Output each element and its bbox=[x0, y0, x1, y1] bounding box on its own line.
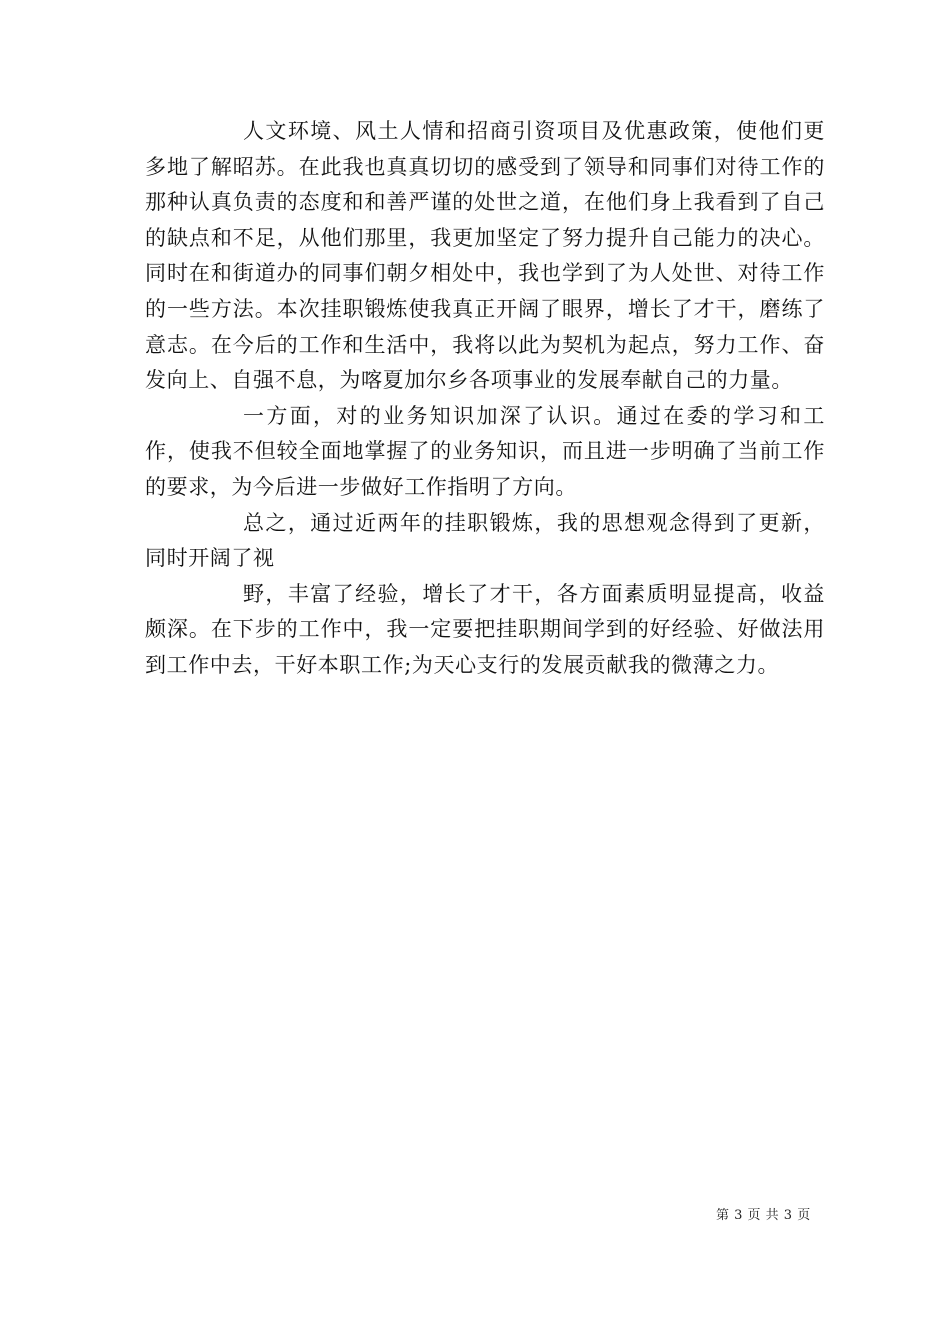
document-body bbox=[145, 114, 825, 684]
paragraph: 野，丰富了经验，增长了才干，各方面素质明显提高，收益颇深。在下步的工作中，我一定要把挂职期间学到的好经验、好做法用到工作中去，干好本职工作;为天心支行的发展贡献我的微薄之力。 bbox=[145, 581, 825, 677]
paragraph: 一方面，对的业务知识加深了认识。通过在委的学习和工作，使我不但较全面地掌握了的业务知识，而且进一步明确了当前工作的要求，为今后进一步做好工作指明了方向。 bbox=[145, 403, 825, 499]
paragraph: 总之，通过近两年的挂职锻炼，我的思想观念得到了更新，同时开阔了视 bbox=[145, 510, 825, 571]
paragraph: 人文环境、风土人情和招商引资项目及优惠政策，使他们更多地了解昭苏。在此我也真真切切的感受到了领导和同事们对待工作的那种认真负责的态度和和善严谨的处世之道，在他们身上我看到了自己的缺点和不足，从他们那里，我更加坚定了努力提升自己能力的决心。同时在和街道办的同事们朝夕相处中，我也学到了为人处世、对待工作的一些方法。本次挂职锻炼使我真正开阔了眼界，增长了才干，磨练了意志。在今后的工作和生活中，我将以此为契机为起点，努力工作、奋发向上、自强不息，为喀夏加尔乡各项事业的发展奉献自己的力量。 bbox=[145, 119, 825, 393]
page-number-footer: 第 3 页 共 3 页 bbox=[716, 1208, 811, 1223]
